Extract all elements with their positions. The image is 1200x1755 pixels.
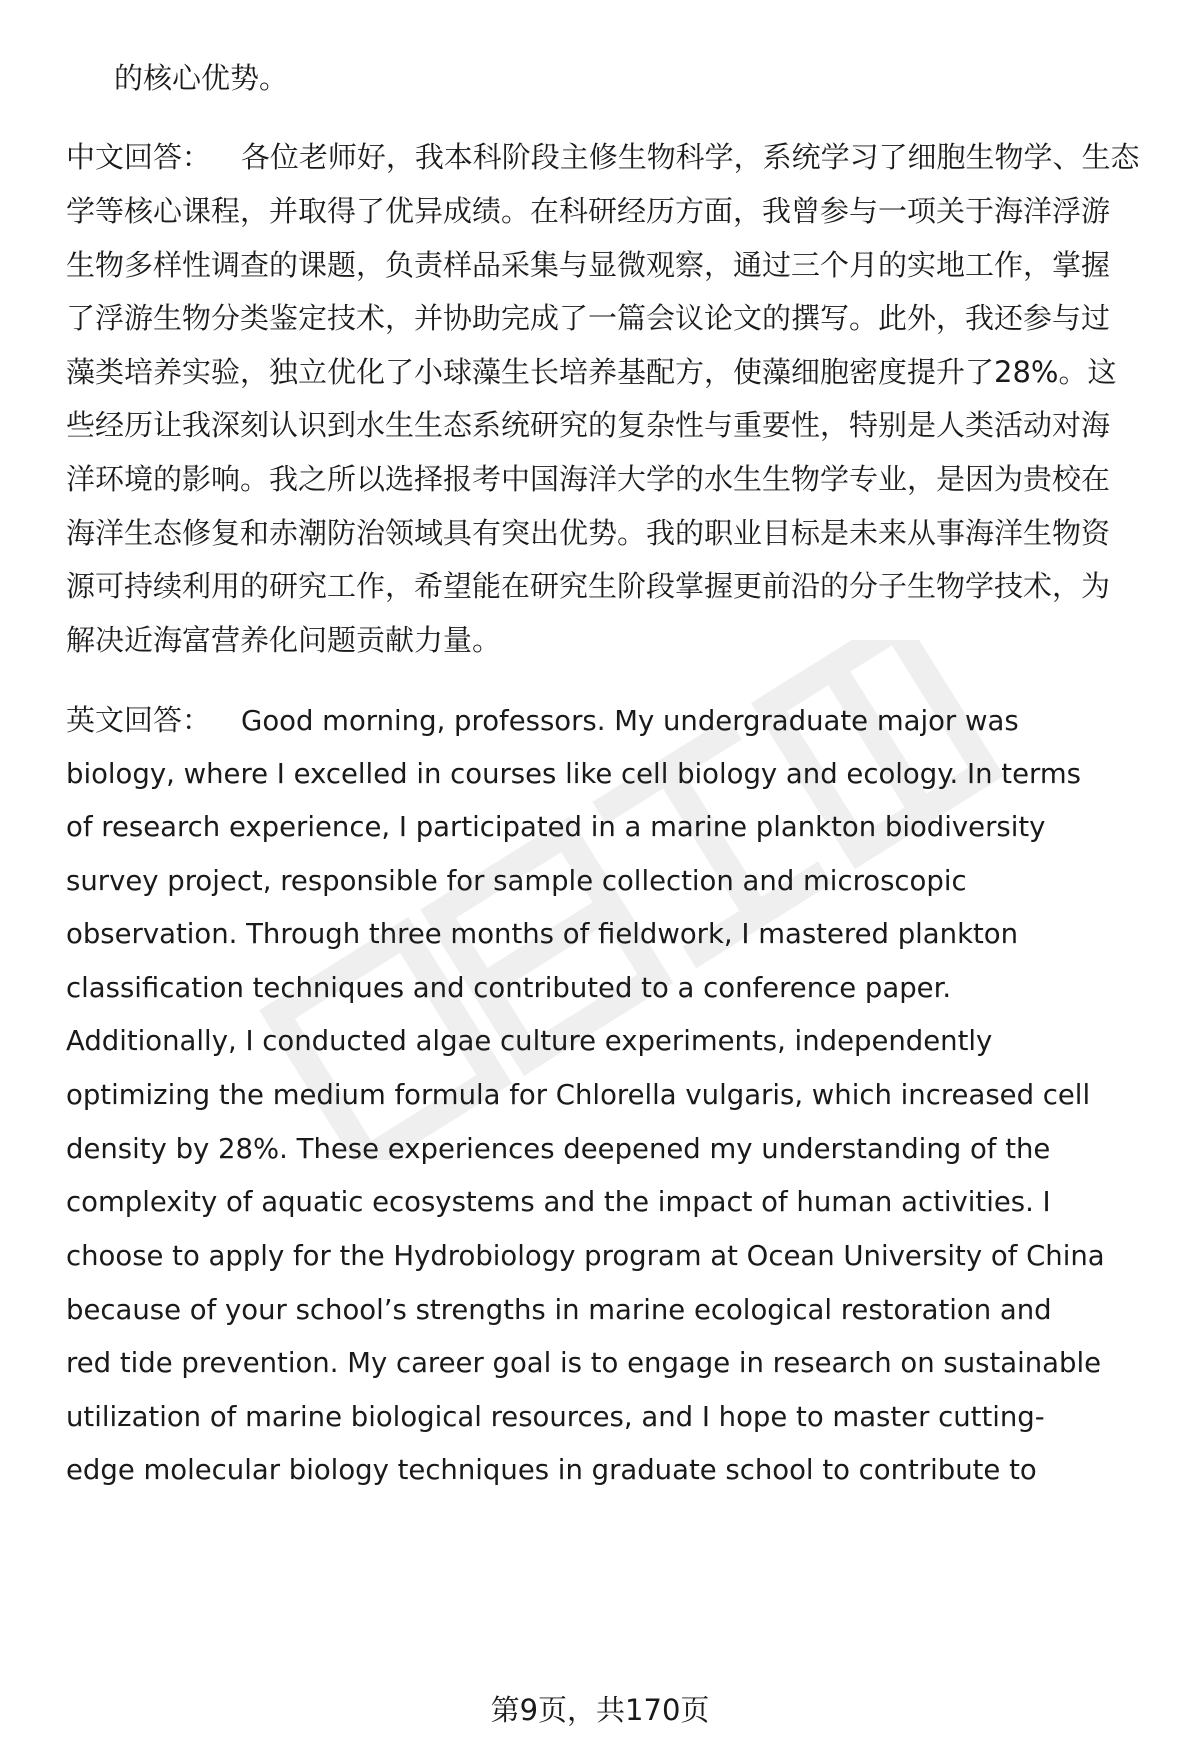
chinese-answer-line: 源可持续利用的研究工作，希望能在研究生阶段掌握更前沿的分子生物学技术，为 (66, 569, 1111, 603)
english-answer-line: complexity of aquatic ecosystems and the impact of human activities. I (66, 1186, 1051, 1218)
english-answer-line: utilization of marine biological resources, and I hope to master cutting- (66, 1401, 1045, 1433)
chinese-answer-line: 生物多样性调查的课题，负责样品采集与显微观察，通过三个月的实地工作，掌握 (66, 248, 1111, 282)
english-answer-line: red tide prevention. My career goal is to engage in research on sustainable (66, 1347, 1102, 1379)
chinese-answer-line-1: 中文回答： 各位老师好，我本科阶段主修生物科学，系统学习了细胞生物学、生态 (66, 140, 1140, 174)
english-answer-line: Additionally, I conducted algae culture experiments, independently (66, 1025, 993, 1057)
english-answer-line: survey project, responsible for sample collection and microscopic (66, 865, 967, 897)
chinese-answer-line: 藻类培养实验，独立优化了小球藻生长培养基配方，使藻细胞密度提升了28%。这 (66, 355, 1117, 389)
chinese-answer-line: 些经历让我深刻认识到水生生态系统研究的复杂性与重要性，特别是人类活动对海 (66, 408, 1111, 442)
chinese-answer-line: 了浮游生物分类鉴定技术，并协助完成了一篇会议论文的撰写。此外，我还参与过 (66, 301, 1111, 335)
english-answer-line: classification techniques and contributed to a conference paper. (66, 972, 952, 1004)
page-number-footer: 第9页，共170页 (490, 1693, 710, 1727)
english-answer-line: biology, where I excelled in courses like cell biology and ecology. In terms (66, 758, 1081, 790)
english-answer-line: density by 28%. These experiences deepened my understanding of the (66, 1133, 1051, 1165)
english-answer-line: observation. Through three months of fieldwork, I mastered plankton (66, 918, 1019, 950)
chinese-answer-line: 解决近海富营养化问题贡献力量。 (66, 623, 502, 657)
chinese-answer-line: 洋环境的影响。我之所以选择报考中国海洋大学的水生生物学专业，是因为贵校在 (66, 462, 1111, 496)
top-fragment: 的核心优势。 (114, 61, 289, 95)
chinese-answer-line: 海洋生态修复和赤潮防治领域具有突出优势。我的职业目标是未来从事海洋生物资 (66, 516, 1111, 550)
english-answer-line: of research experience, I participated in a marine plankton biodiversity (66, 811, 1046, 843)
english-answer-line: edge molecular biology techniques in graduate school to contribute to (66, 1454, 1037, 1486)
english-answer-line-1: 英文回答： Good morning, professors. My undergraduate major was (66, 703, 1019, 737)
english-answer-label: 英文回答： (66, 703, 212, 737)
chinese-answer-line: 学等核心课程，并取得了优异成绩。在科研经历方面，我曾参与一项关于海洋浮游 (66, 194, 1111, 228)
english-answer-line: optimizing the medium formula for Chlorella vulgaris, which increased cell (66, 1079, 1091, 1111)
english-answer-line: because of your school’s strengths in marine ecological restoration and (66, 1294, 1052, 1326)
english-answer-line: choose to apply for the Hydrobiology program at Ocean University of China (66, 1240, 1105, 1272)
chinese-answer-label: 中文回答： (66, 140, 211, 174)
